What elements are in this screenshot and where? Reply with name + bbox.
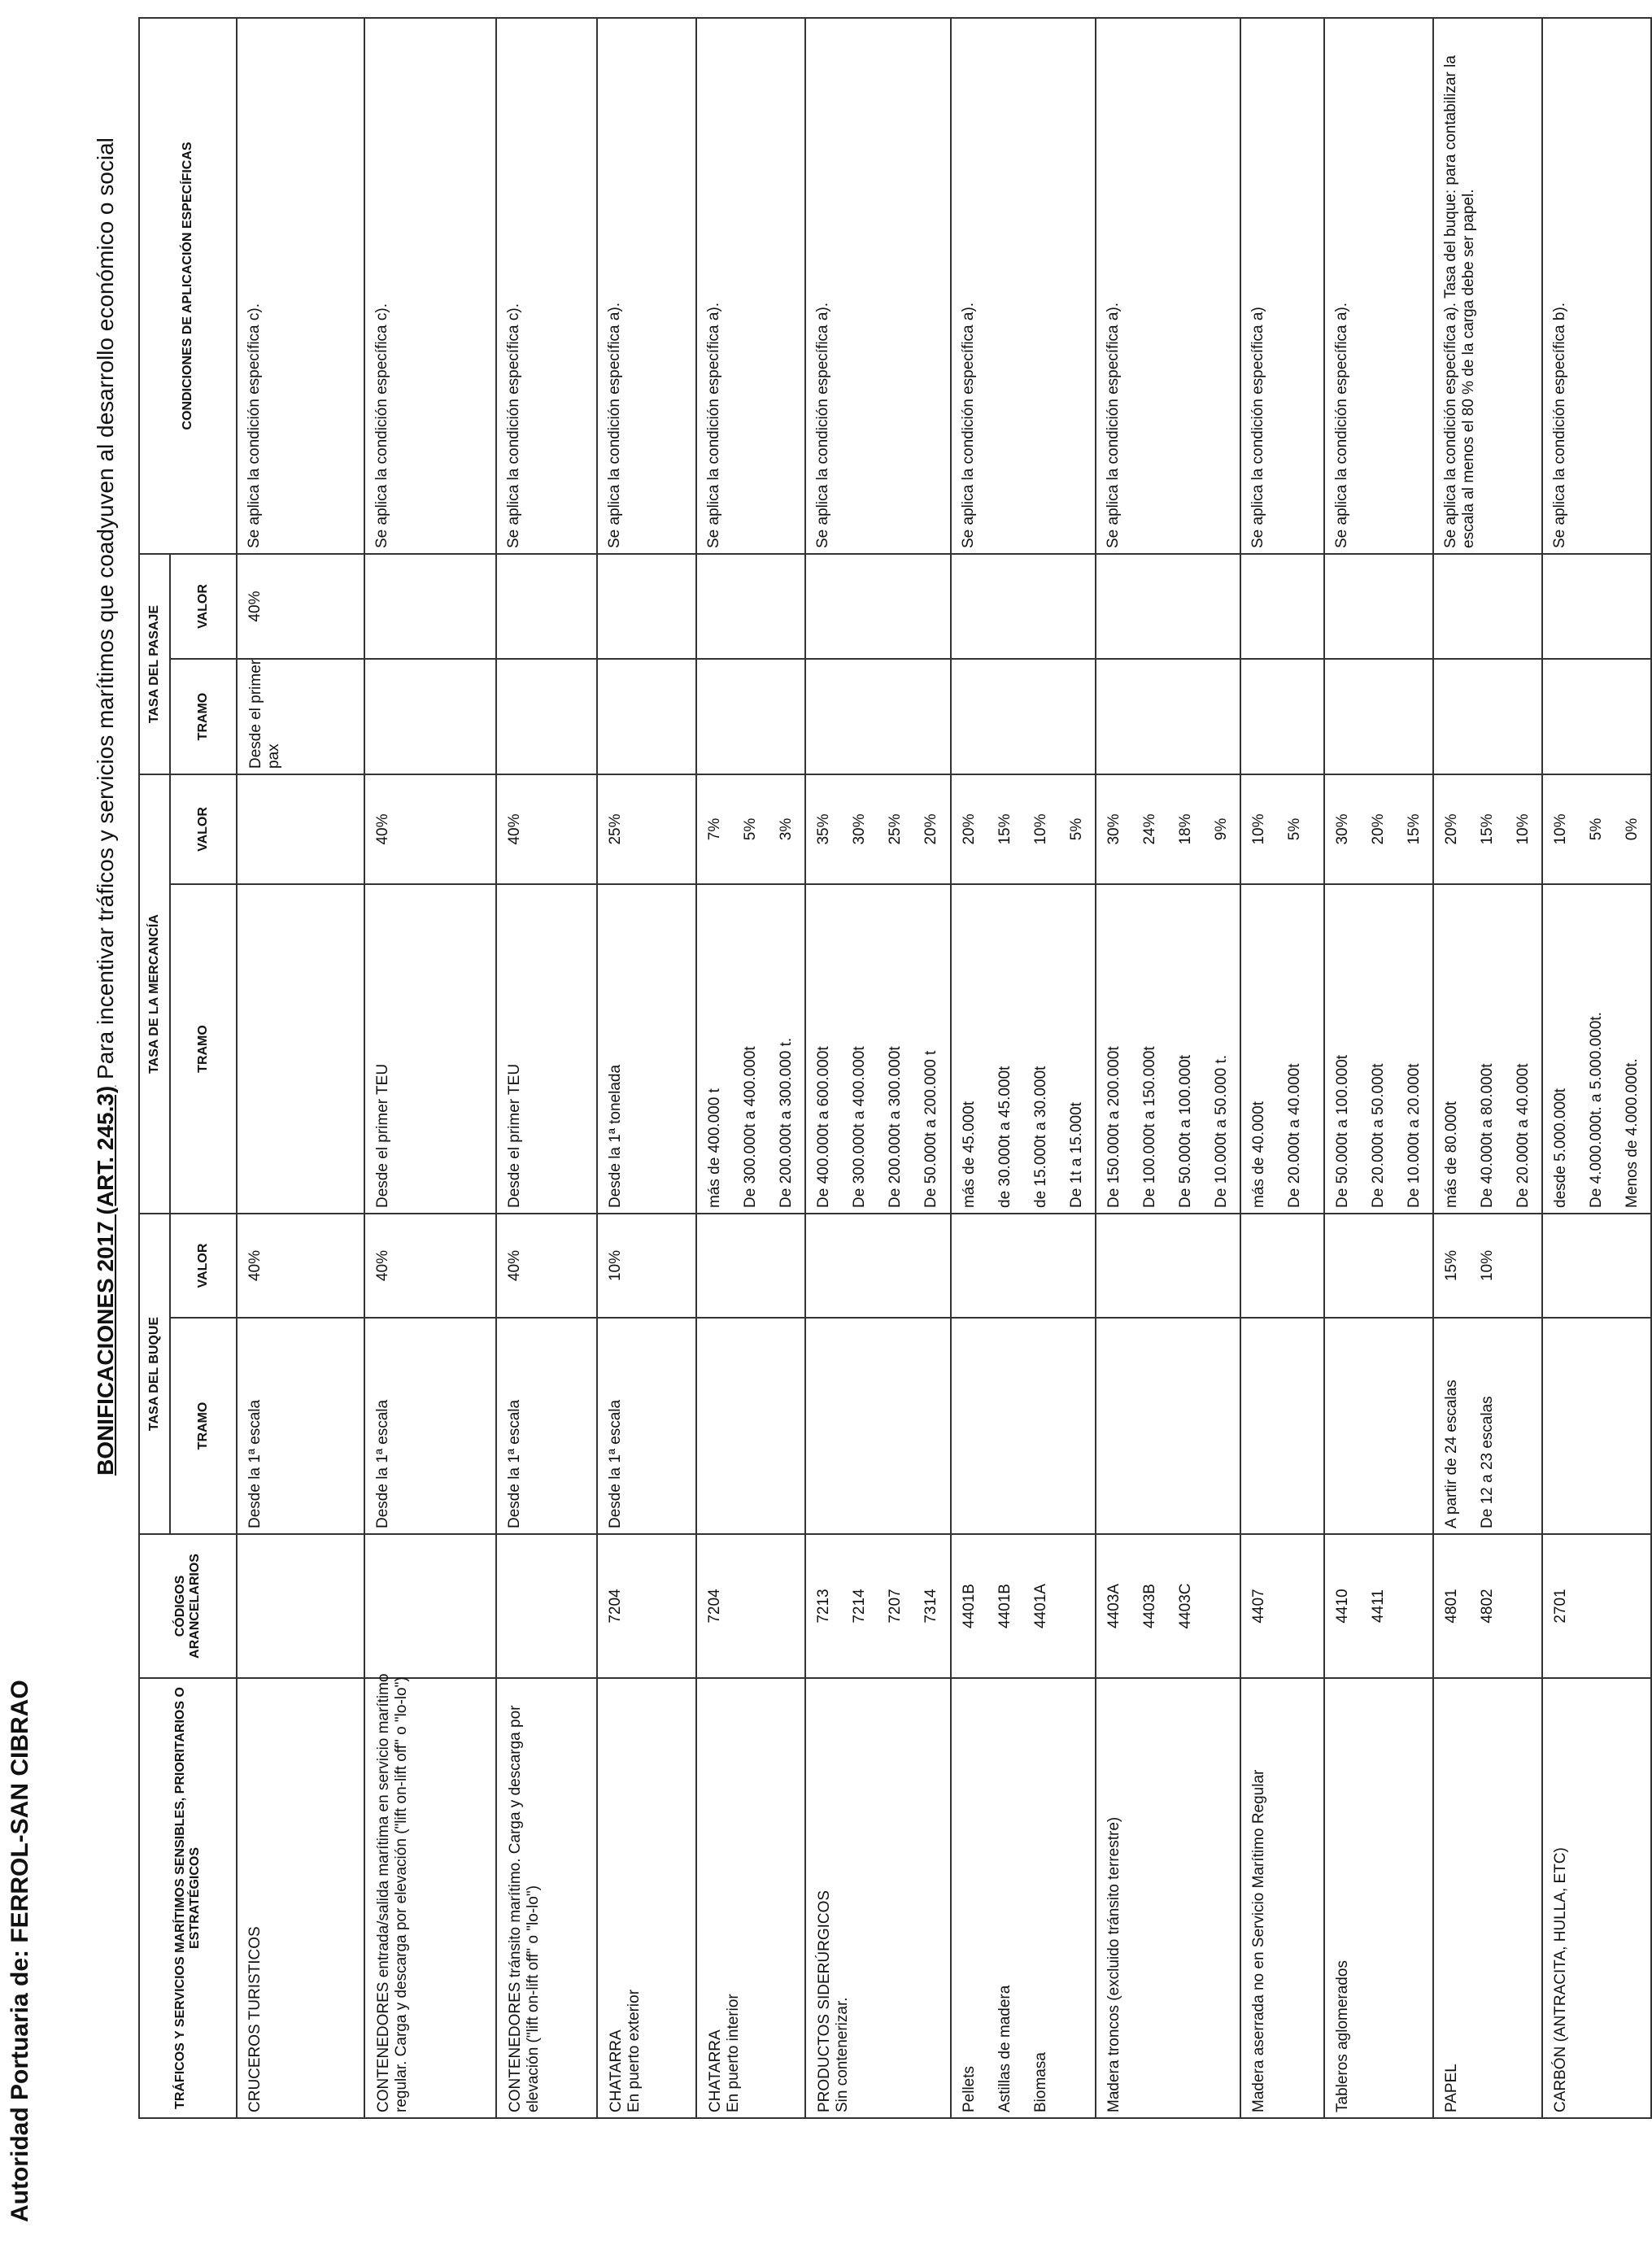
table-row (1096, 18, 1240, 2118)
table-body (237, 18, 1651, 2118)
table-row (1240, 18, 1324, 2118)
merc-valor-cell (1433, 774, 1542, 884)
condicion-text: Se aplica la condición específica c). (246, 303, 263, 548)
cell-line: 40% (374, 1249, 391, 1282)
cell-line: De 4.000.000t. a 5.000.000t. (1588, 1012, 1605, 1208)
buque-tramo-cell (364, 1318, 496, 1534)
buque-tramo-cell (1240, 1318, 1324, 1534)
pasaje-valor-cell (1324, 554, 1433, 659)
buque-tramo-cell (1324, 1318, 1433, 1534)
trafico-cell (951, 1678, 1096, 2118)
buque-valor-cell (1096, 1214, 1240, 1318)
cell-line: De 200.000t a 300.000t (887, 1046, 904, 1208)
cell-line: 10% (1250, 813, 1267, 845)
authority-label: Autoridad Portuaria de: FERROL-SAN CIBRAO (7, 1680, 33, 2222)
condicion-text: Se aplica la condición específica c). (505, 303, 522, 548)
cell-line: 2701 (1552, 1589, 1569, 1624)
condicion-text: Se aplica la condición específica a). (1333, 302, 1350, 548)
cell-line: CHATARRA (608, 2029, 625, 2112)
cell-line: 4801 (1443, 1589, 1460, 1624)
cell-line: 25% (887, 813, 904, 845)
bonificaciones-table (138, 17, 1652, 2119)
header-buque-valor: VALOR (170, 1214, 237, 1318)
merc-valor-cell (364, 774, 496, 884)
cell-line: A partir de 24 escalas (1443, 1380, 1460, 1528)
buque-valor-cell (597, 1214, 696, 1318)
pasaje-valor-cell (496, 554, 597, 659)
cell-line: CONTENEDORES tránsito marítimo. Carga y descarga por (507, 1705, 524, 2112)
pasaje-valor-cell (364, 554, 496, 659)
codigos-cell (1240, 1534, 1324, 1678)
condicion-text: Se aplica la condición específica a) (1249, 307, 1266, 548)
condicion-text: Se aplica la condición específica c). (373, 303, 390, 548)
cell-line: 10% (1552, 813, 1569, 845)
condicion-text: Se aplica la condición específica b). (1551, 302, 1568, 548)
cell-line: 9% (1213, 817, 1230, 841)
buque-tramo-cell (696, 1318, 805, 1534)
cell-line: De 400.000t a 600.000t (815, 1046, 832, 1208)
cell-line: 10% (1515, 813, 1532, 845)
buque-tramo-cell (1433, 1318, 1542, 1534)
condicion-cell (696, 18, 805, 554)
condicion-text: Se aplica la condición específica a). (606, 302, 623, 548)
cell-line: Desde la 1ª escala (506, 1399, 523, 1528)
cell-line: Desde la 1ª escala (374, 1399, 391, 1528)
trafico-cell (1324, 1678, 1433, 2118)
merc-tramo-cell (1542, 884, 1651, 1214)
cell-line: Madera aserrada no en Servicio Marítimo Regular (1250, 1769, 1267, 2112)
cell-line: más de 80.000t (1443, 1101, 1460, 1208)
cell-line: De 50.000t a 200.000 t (922, 1050, 939, 1208)
cell-line: En puerto exterior (625, 1989, 643, 2112)
buque-valor-cell (1542, 1214, 1651, 1318)
cell-line: 20% (961, 813, 978, 845)
cell-line: 18% (1177, 813, 1194, 845)
condicion-cell (951, 18, 1096, 554)
trafico-cell (696, 1678, 805, 2118)
cell-line: 40% (374, 813, 391, 845)
cell-line: 4403A (1105, 1584, 1122, 1628)
buque-valor-cell (1240, 1214, 1324, 1318)
cell-line: De 40.000t a 80.000t (1479, 1063, 1496, 1208)
codigos-cell (951, 1534, 1096, 1678)
table-row (1433, 18, 1542, 2118)
pasaje-valor-cell (1096, 554, 1240, 659)
header-tasa-pasaje: TASA DEL PASAJE (139, 554, 170, 774)
table-row (805, 18, 951, 2118)
cell-line: 5% (1068, 817, 1085, 841)
codigos-cell (1542, 1534, 1651, 1678)
cell-line: De 1t a 15.000t (1068, 1102, 1085, 1208)
cell-line: 25% (607, 813, 624, 845)
cell-line: desde 5.000.000t (1552, 1088, 1569, 1208)
cell-line: más de 45.000t (961, 1101, 978, 1208)
title-rest: Para incentivar tráficos y servicios marítimos que coadyuven al desarrollo económico o social (93, 137, 118, 1086)
buque-tramo-cell (951, 1318, 1096, 1534)
merc-tramo-cell (597, 884, 696, 1214)
cell-line: 4401B (996, 1584, 1013, 1628)
header-merc-tramo: TRAMO (170, 884, 237, 1214)
cell-line: 20% (1443, 813, 1460, 845)
condicion-cell (805, 18, 951, 554)
merc-tramo-cell (696, 884, 805, 1214)
cell-line: De 20.000t a 40.000t (1286, 1063, 1303, 1208)
codigos-cell (496, 1534, 597, 1678)
merc-valor-cell (597, 774, 696, 884)
pasaje-tramo-cell (1096, 659, 1240, 774)
condicion-cell (496, 18, 597, 554)
cell-line: De 300.000t a 400.000t (851, 1046, 868, 1208)
cell-line: 24% (1141, 813, 1158, 845)
cell-line: 5% (742, 817, 759, 841)
cell-line: regular. Carga y descarga por elevación ("lift on-lift off" o "lo-lo") (393, 1676, 410, 2112)
codigos-cell (696, 1534, 805, 1678)
table-row (696, 18, 805, 2118)
table-row (1324, 18, 1433, 2118)
buque-valor-cell (1433, 1214, 1542, 1318)
cell-line: 15% (996, 813, 1013, 845)
cell-line: más de 40.000t (1250, 1101, 1267, 1208)
cell-line: 4401B (961, 1584, 978, 1628)
condicion-text: Se aplica la condición específica a). (960, 302, 977, 548)
pasaje-valor-cell (597, 554, 696, 659)
cell-line: De 100.000t a 150.000t (1141, 1046, 1158, 1208)
pasaje-tramo-cell (1542, 659, 1651, 774)
merc-valor-cell (1542, 774, 1651, 884)
pasaje-valor-cell (1542, 554, 1651, 659)
buque-valor-cell (805, 1214, 951, 1318)
cell-line: Tableros aglomerados (1334, 1960, 1351, 2112)
pasaje-valor-cell (1240, 554, 1324, 659)
trafico-cell (805, 1678, 951, 2118)
trafico-cell (1240, 1678, 1324, 2118)
buque-tramo-cell (805, 1318, 951, 1534)
cell-line: más de 400.000 t (706, 1088, 723, 1208)
header-tasa-mercancia: TASA DE LA MERCANCÍA (139, 774, 170, 1214)
pasaje-tramo-cell (364, 659, 496, 774)
cell-line: De 300.000t a 400.000t (742, 1046, 759, 1208)
codigos-cell (237, 1534, 364, 1678)
codigos-cell (1433, 1534, 1542, 1678)
table-row (1542, 18, 1651, 2118)
pasaje-tramo-cell (951, 659, 1096, 774)
cell-line: 15% (1479, 813, 1496, 845)
header-merc-valor: VALOR (170, 774, 237, 884)
cell-line: 7204 (607, 1589, 624, 1624)
condicion-text: Se aplica la condición específica a). (814, 302, 831, 548)
cell-line: 4401A (1032, 1584, 1049, 1628)
pasaje-tramo-cell (1324, 659, 1433, 774)
cell-line: Menos de 4.000.000t. (1624, 1058, 1641, 1208)
pasaje-tramo-cell (805, 659, 951, 774)
cell-line: 7% (706, 817, 723, 841)
trafico-cell (1542, 1678, 1651, 2118)
cell-line: 7214 (851, 1589, 868, 1624)
pasaje-tramo-cell (496, 659, 597, 774)
cell-line: 4407 (1250, 1589, 1267, 1624)
cell-line: Sin contenerizar. (834, 1997, 851, 2112)
merc-tramo-cell (805, 884, 951, 1214)
cell-line: De 150.000t a 200.000t (1105, 1046, 1122, 1208)
condicion-cell (1433, 18, 1542, 554)
cell-line: 7213 (815, 1589, 832, 1624)
cell-line: 0% (1624, 817, 1641, 841)
merc-valor-cell (805, 774, 951, 884)
cell-line: De 200.000t a 300.000 t. (778, 1037, 795, 1208)
codigos-cell (597, 1534, 696, 1678)
merc-tramo-cell (364, 884, 496, 1214)
cell-line: De 12 a 23 escalas (1479, 1396, 1496, 1528)
condicion-text: Se aplica la condición específica a). Tasa del buque: para contabilizar la escala al menos el 80 % de la carga debe ser papel. (1442, 55, 1477, 548)
merc-tramo-cell (237, 884, 364, 1214)
header-pasaje-tramo: TRAMO (170, 659, 237, 774)
cell-line: 7204 (706, 1589, 723, 1624)
cell-line: Madera troncos (excluido tránsito terrestre) (1105, 1816, 1122, 2112)
cell-line: Desde el primer (247, 659, 264, 769)
cell-line: De 10.000t a 20.000t (1406, 1063, 1423, 1208)
cell-line: De 50.000t a 100.000t (1334, 1054, 1351, 1208)
codigos-cell (364, 1534, 496, 1678)
cell-line: Desde la 1ª tonelada (607, 1064, 624, 1208)
condicion-cell (597, 18, 696, 554)
buque-valor-cell (364, 1214, 496, 1318)
cell-line: CHATARRA (707, 2029, 724, 2112)
table-row (597, 18, 696, 2118)
cell-line: 15% (1443, 1249, 1460, 1282)
buque-valor-cell (496, 1214, 597, 1318)
table-row (237, 18, 364, 2118)
pasaje-tramo-cell (1240, 659, 1324, 774)
header-condiciones: CONDICIONES DE APLICACIÓN ESPECÍFICAS (139, 18, 237, 554)
condicion-text: Se aplica la condición específica a). (1105, 302, 1122, 548)
buque-valor-cell (237, 1214, 364, 1318)
buque-tramo-cell (1542, 1318, 1651, 1534)
trafico-cell (597, 1678, 696, 2118)
cell-line: 4403B (1141, 1584, 1158, 1628)
pasaje-tramo-cell (696, 659, 805, 774)
cell-line: Desde la 1ª escala (607, 1399, 624, 1528)
condicion-cell (237, 18, 364, 554)
cell-line: Pellets (961, 2065, 978, 2112)
cell-line: 30% (851, 813, 868, 845)
cell-line: 4411 (1370, 1589, 1387, 1623)
cell-line: 7207 (887, 1589, 904, 1624)
merc-tramo-cell (496, 884, 597, 1214)
merc-tramo-cell (1433, 884, 1542, 1214)
cell-line: Desde el primer TEU (506, 1063, 523, 1208)
buque-tramo-cell (237, 1318, 364, 1534)
condicion-cell (1240, 18, 1324, 554)
cell-line: De 20.000t a 50.000t (1370, 1063, 1387, 1208)
cell-line: 5% (1588, 817, 1605, 841)
cell-line: 5% (1286, 817, 1303, 841)
buque-tramo-cell (597, 1318, 696, 1534)
merc-valor-cell (1240, 774, 1324, 884)
cell-line: 40% (506, 813, 523, 845)
cell-line: Desde la 1ª escala (246, 1399, 264, 1528)
table-row (496, 18, 597, 2118)
header-pasaje-valor: VALOR (170, 554, 237, 659)
cell-line: 30% (1105, 813, 1122, 845)
cell-line: elevación ("lift on-lift off" o "lo-lo") (525, 1885, 542, 2112)
cell-line: pax (265, 743, 282, 769)
pasaje-tramo-cell (237, 659, 364, 774)
cell-line: 10% (607, 1249, 624, 1282)
pasaje-valor-cell (805, 554, 951, 659)
cell-line: PAPEL (1443, 2064, 1460, 2112)
cell-line: de 30.000t a 45.000t (996, 1066, 1013, 1208)
cell-line: De 10.000t a 50.000 t. (1213, 1054, 1230, 1208)
merc-valor-cell (237, 774, 364, 884)
pasaje-valor-cell (696, 554, 805, 659)
cell-line: De 50.000t a 100.000t (1177, 1054, 1194, 1208)
cell-line: 3% (778, 817, 795, 841)
cell-line: de 15.000t a 30.000t (1032, 1066, 1049, 1208)
header-codigos: CÓDIGOS ARANCELARIOS (139, 1534, 237, 1678)
pasaje-valor-cell (1433, 554, 1542, 659)
trafico-cell (1096, 1678, 1240, 2118)
cell-line: 20% (922, 813, 939, 845)
cell-line: 30% (1334, 813, 1351, 845)
cell-line: 10% (1479, 1249, 1496, 1282)
trafico-cell (237, 1678, 364, 2118)
cell-line: CRUCEROS TURISTICOS (246, 1926, 264, 2112)
cell-line: De 20.000t a 40.000t (1515, 1063, 1532, 1208)
cell-line: 4403C (1177, 1583, 1194, 1629)
document-title (93, 137, 119, 1476)
cell-line: Desde el primer TEU (374, 1063, 391, 1208)
merc-valor-cell (496, 774, 597, 884)
merc-tramo-cell (951, 884, 1096, 1214)
cell-line: CARBÓN (ANTRACITA, HULLA, ETC) (1552, 1847, 1569, 2112)
pasaje-tramo-cell (597, 659, 696, 774)
header-traficos: TRÁFICOS Y SERVICIOS MARÍTIMOS SENSIBLES, PRIORITARIOS O ESTRATÉGICOS (139, 1678, 237, 2118)
merc-valor-cell (1324, 774, 1433, 884)
condicion-cell (364, 18, 496, 554)
cell-line: 40% (246, 1249, 264, 1282)
cell-line: En puerto interior (725, 1994, 742, 2112)
buque-valor-cell (1324, 1214, 1433, 1318)
condicion-cell (1324, 18, 1433, 554)
cell-line: CONTENEDORES entrada/salida marítima en servicio marítimo (375, 1673, 392, 2112)
buque-tramo-cell (1096, 1318, 1240, 1534)
cell-line: Biomasa (1032, 2052, 1049, 2112)
cell-line: 40% (506, 1249, 523, 1282)
merc-tramo-cell (1324, 884, 1433, 1214)
merc-tramo-cell (1096, 884, 1240, 1214)
cell-line: 15% (1406, 813, 1423, 845)
cell-line: Astillas de madera (996, 1985, 1013, 2112)
pasaje-tramo-cell (1433, 659, 1542, 774)
cell-line: 40% (246, 591, 264, 622)
merc-valor-cell (951, 774, 1096, 884)
condicion-cell (1542, 18, 1651, 554)
cell-line: 7314 (922, 1589, 939, 1624)
table-row (951, 18, 1096, 2118)
header-tasa-buque: TASA DEL BUQUE (139, 1214, 170, 1534)
trafico-cell (1433, 1678, 1542, 2118)
buque-tramo-cell (496, 1318, 597, 1534)
codigos-cell (805, 1534, 951, 1678)
condicion-text: Se aplica la condición específica a). (705, 302, 722, 548)
buque-valor-cell (696, 1214, 805, 1318)
merc-valor-cell (1096, 774, 1240, 884)
table-row (364, 18, 496, 2118)
cell-line: 4802 (1479, 1589, 1496, 1624)
pasaje-valor-cell (237, 554, 364, 659)
merc-valor-cell (696, 774, 805, 884)
pasaje-valor-cell (951, 554, 1096, 659)
codigos-cell (1324, 1534, 1433, 1678)
buque-valor-cell (951, 1214, 1096, 1318)
codigos-cell (1096, 1534, 1240, 1678)
condicion-cell (1096, 18, 1240, 554)
merc-tramo-cell (1240, 884, 1324, 1214)
title-bold: BONIFICACIONES 2017 (ART. 245.3) (93, 1085, 118, 1476)
header-buque-tramo: TRAMO (170, 1318, 237, 1534)
trafico-cell (364, 1673, 496, 2118)
cell-line: 20% (1370, 813, 1387, 845)
trafico-cell (496, 1678, 597, 2118)
cell-line: 10% (1032, 813, 1049, 845)
cell-line: PRODUCTOS SIDERÚRGICOS (816, 1890, 833, 2112)
cell-line: 35% (815, 813, 832, 845)
cell-line: 4410 (1334, 1589, 1351, 1624)
